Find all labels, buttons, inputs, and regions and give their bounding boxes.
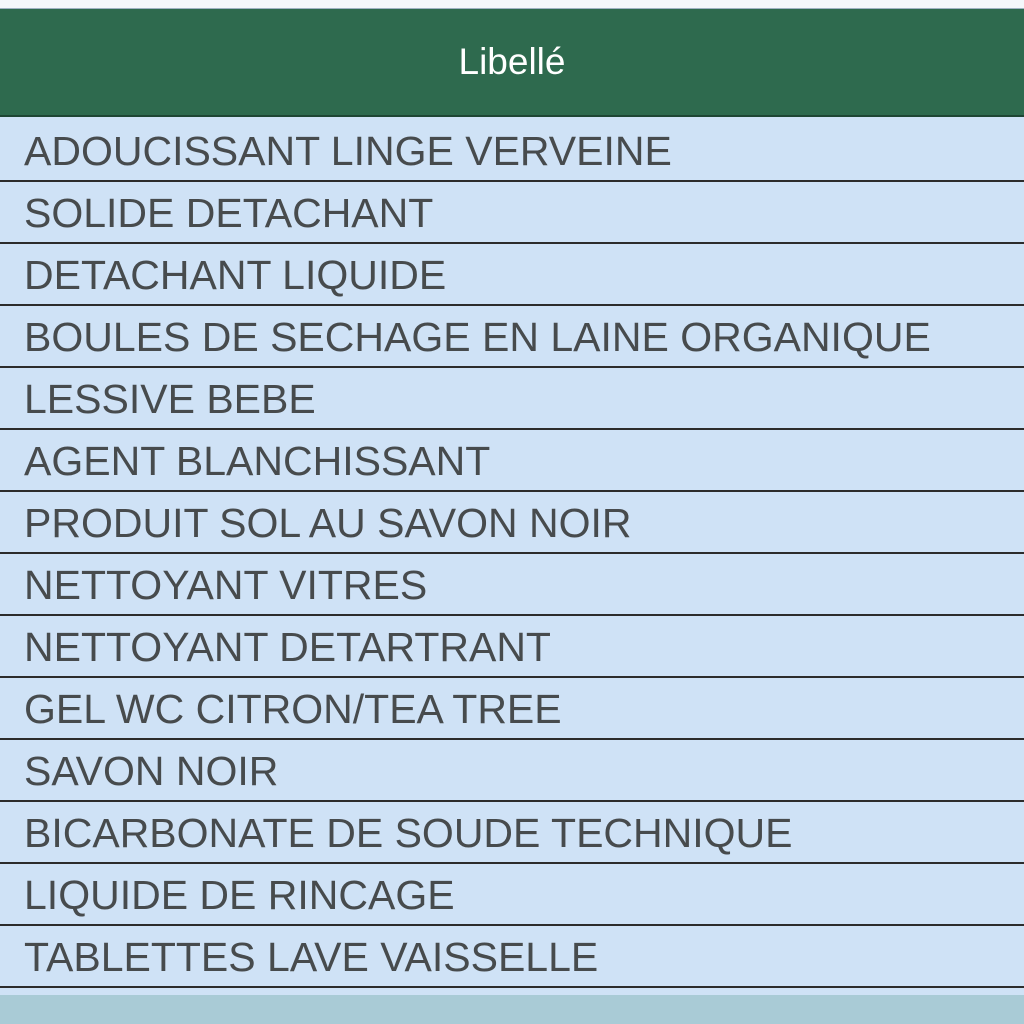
table-row[interactable]: LIQUIDE DE RINCAGE bbox=[0, 864, 1024, 926]
table-row[interactable]: BICARBONATE DE SOUDE TECHNIQUE bbox=[0, 802, 1024, 864]
table-row[interactable]: NETTOYANT VITRES bbox=[0, 554, 1024, 616]
table-row[interactable]: LESSIVE BEBE bbox=[0, 368, 1024, 430]
table-row[interactable]: ADOUCISSANT LINGE VERVEINE bbox=[0, 120, 1024, 182]
table-body bbox=[0, 117, 1024, 997]
top-border bbox=[0, 0, 1024, 9]
table-row[interactable]: DETACHANT LIQUIDE bbox=[0, 244, 1024, 306]
table-row[interactable]: SOLIDE DETACHANT bbox=[0, 182, 1024, 244]
table-row[interactable]: BOULES DE SECHAGE EN LAINE ORGANIQUE bbox=[0, 306, 1024, 368]
table-row[interactable]: SAVON NOIR bbox=[0, 740, 1024, 802]
table-row[interactable]: GEL WC CITRON/TEA TREE bbox=[0, 678, 1024, 740]
column-header-libelle[interactable]: Libellé bbox=[0, 9, 1024, 117]
table-row[interactable]: PRODUIT SOL AU SAVON NOIR bbox=[0, 492, 1024, 554]
table-row[interactable]: AGENT BLANCHISSANT bbox=[0, 430, 1024, 492]
table-row[interactable]: TABLETTES LAVE VAISSELLE bbox=[0, 926, 1024, 988]
table-row[interactable]: NETTOYANT DETARTRANT bbox=[0, 616, 1024, 678]
table-footer-strip bbox=[0, 995, 1024, 1024]
